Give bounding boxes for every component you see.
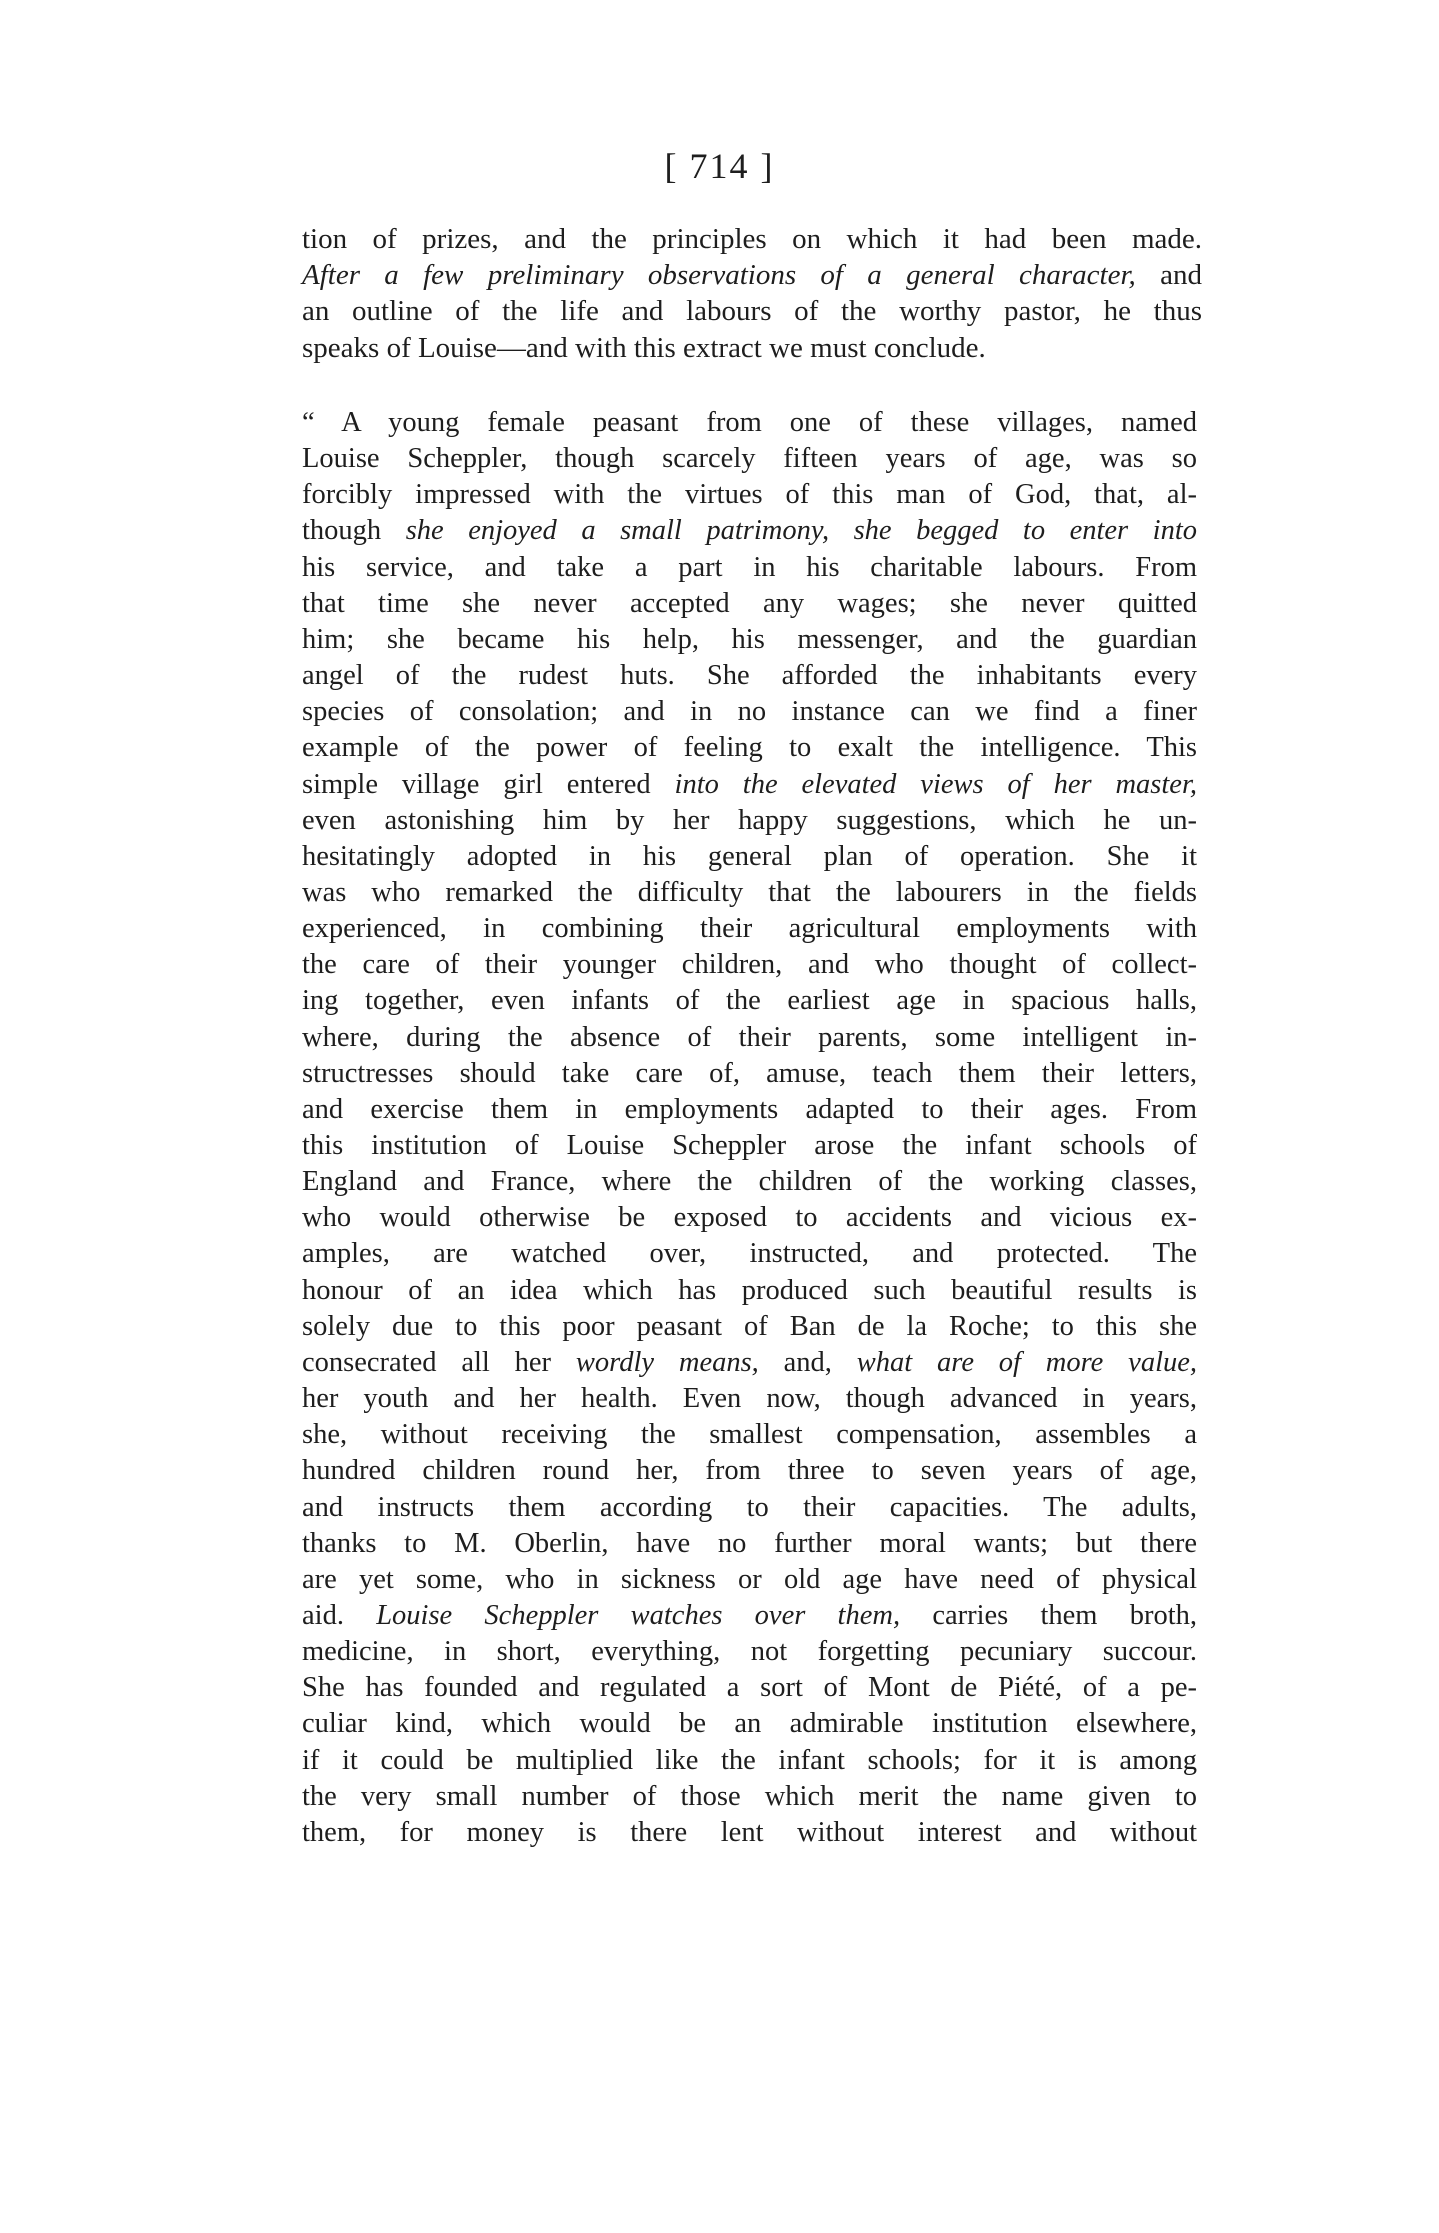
text-line: an outline of the life and labours of the worthy pastor, he thus [302,295,1202,328]
quote-line: who would otherwise be exposed to accidents and vicious ex- [302,1202,1197,1234]
quote-line: medicine, in short, everything, not forgetting pecuniary succour. [302,1636,1197,1668]
quote-line: Louise Scheppler, though scarcely fifteen years of age, was so [302,443,1197,475]
quote-line: ing together, even infants of the earliest age in spacious halls, [302,985,1197,1017]
quote-line: that time she never accepted any wages; she never quitted [302,587,1197,619]
quote-line: solely due to this poor peasant of Ban de la Roche; to this she [302,1310,1197,1342]
quote-line: honour of an idea which has produced such beautiful results is [302,1274,1197,1306]
quote-line: hesitatingly adopted in his general plan of operation. She it [302,840,1197,872]
quote-line: angel of the rudest huts. She afforded the inhabitants every [302,660,1197,692]
quote-line: structresses should take care of, amuse, teach them their letters, [302,1057,1197,1089]
quote-line: are yet some, who in sickness or old age have need of physical [302,1563,1197,1595]
quote-line: him; she became his help, his messenger, and the guardian [302,623,1197,655]
quote-line: and exercise them in employments adapted to their ages. From [302,1093,1197,1125]
quote-line: hundred children round her, from three to seven years of age, [302,1455,1197,1487]
quote-line: consecrated all her wordly means, and, what are of more value, [302,1346,1198,1378]
quote-line: England and France, where the children of the working classes, [302,1166,1197,1198]
text-line: After a few preliminary observations of a general character, and [302,259,1203,292]
quote-line: “ A young female peasant from one of these villages, named [302,407,1197,438]
quote-line: even astonishing him by her happy suggestions, which he un- [302,804,1197,836]
quote-line: aid. Louise Scheppler watches over them, carries them broth, [302,1599,1197,1631]
quote-line: where, during the absence of their parents, some intelligent in- [302,1021,1197,1053]
quote-line: She has founded and regulated a sort of Mont de Piété, of a pe- [302,1672,1197,1704]
quote-line: his service, and take a part in his charitable labours. From [302,551,1197,583]
quote-line: though she enjoyed a small patrimony, she begged to enter into [302,515,1197,547]
quote-line: species of consolation; and in no instance can we find a finer [302,696,1197,728]
quote-line: and instructs them according to their capacities. The adults, [302,1491,1197,1523]
quote-line: her youth and her health. Even now, though advanced in years, [302,1383,1197,1415]
quote-line: forcibly impressed with the virtues of this man of God, that, al- [302,479,1197,511]
quote-line: the very small number of those which merit the name given to [302,1780,1197,1812]
quote-line: she, without receiving the smallest compensation, assembles a [302,1419,1197,1451]
quote-line: amples, are watched over, instructed, and protected. The [302,1238,1197,1270]
quote-line: the care of their younger children, and who thought of collect- [302,949,1197,981]
text-line: tion of prizes, and the principles on which it had been made. [302,223,1202,255]
page-number: [ 714 ] [664,146,775,186]
quote-line: simple village girl entered into the elevated views of her master, [302,768,1197,800]
quote-line: this institution of Louise Scheppler arose the infant schools of [302,1130,1197,1161]
quote-line: thanks to M. Oberlin, have no further moral wants; but there [302,1527,1197,1559]
quote-line: experienced, in combining their agricultural employments with [302,913,1197,945]
text-line: speaks of Louise—and with this extract we must conclude. [302,331,986,364]
quote-line: culiar kind, which would be an admirable institution elsewhere, [302,1708,1197,1740]
quote-line: was who remarked the difficulty that the labourers in the fields [302,876,1197,908]
quote-line: if it could be multiplied like the infant schools; for it is among [302,1744,1197,1776]
quote-line: them, for money is there lent without interest and without [302,1816,1197,1848]
quote-line: example of the power of feeling to exalt the intelligence. This [302,732,1197,764]
